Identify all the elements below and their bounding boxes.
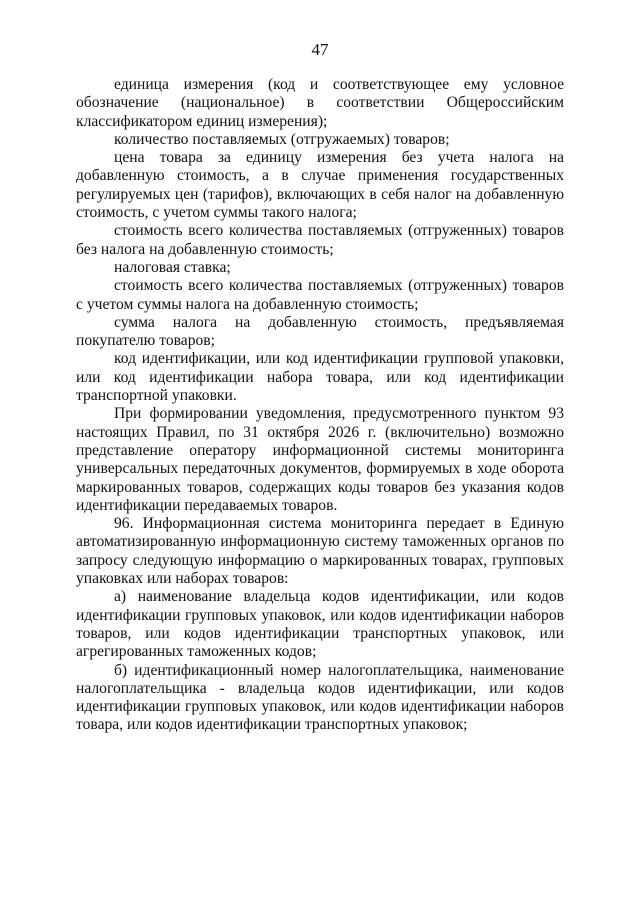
paragraph-tax-rate: налоговая ставка; <box>114 258 231 276</box>
document-body <box>76 76 564 735</box>
paragraph-cost-without-vat: стоимость всего количества поставляемых (отгруженных) товаров без налога на добавленную стоимость; <box>76 222 564 258</box>
paragraph-notification-rule: При формировании уведомления, предусмотренного пунктом 93 настоящих Правил, по 31 октября 2026 г. (включительно) возможно представление оператору информационной системы мониторинга универсальных передаточных документов, формируемых в ходе оборота маркированных товаров, содержащих коды товаров без указания кодов идентификации передаваемых товаров. <box>76 405 564 514</box>
paragraph-item-a: а) наименование владельца кодов идентификации, или кодов идентификации групповых упаковок, или кодов идентификации наборов товаров, или кодов идентификации транспортных упаковок, или агрегированных таможенных кодов; <box>76 588 564 661</box>
paragraph-identification-codes: код идентификации, или код идентификации групповой упаковки, или код идентификации набора товара, или код идентификации транспортной упаковки. <box>76 350 564 405</box>
paragraph-quantity: количество поставляемых (отгружаемых) товаров; <box>114 130 450 148</box>
paragraph-item-96: 96. Информационная система мониторинга передает в Единую автоматизированную информационную систему таможенных органов по запросу следующую информацию о маркированных товарах, групповых упаковках или наборах товаров: <box>76 515 564 588</box>
paragraph-cost-with-vat: стоимость всего количества поставляемых (отгруженных) товаров с учетом суммы налога на добавленную стоимость; <box>76 277 564 313</box>
paragraph-unit-price: цена товара за единицу измерения без учета налога на добавленную стоимость, а в случае применения государственных регулируемых цен (тарифов), включающих в себя налог на добавленную стоимость, с учетом суммы такого налога; <box>76 149 564 222</box>
paragraph-vat-amount: сумма налога на добавленную стоимость, предъявляемая покупателю товаров; <box>76 313 564 350</box>
paragraph-unit-of-measure: единица измерения (код и соответствующее ему условное обозначение (национальное) в соответствии Общероссийским классификатором единиц измерения); <box>76 76 564 130</box>
paragraph-item-b: б) идентификационный номер налогоплательщика, наименование налогоплательщика - владельца кодов идентификации, или кодов идентификации групповых упаковок, или кодов идентификации наборов товара, или кодов идентификации транспортных упаковок; <box>76 661 564 734</box>
page-number: 47 <box>311 40 329 59</box>
